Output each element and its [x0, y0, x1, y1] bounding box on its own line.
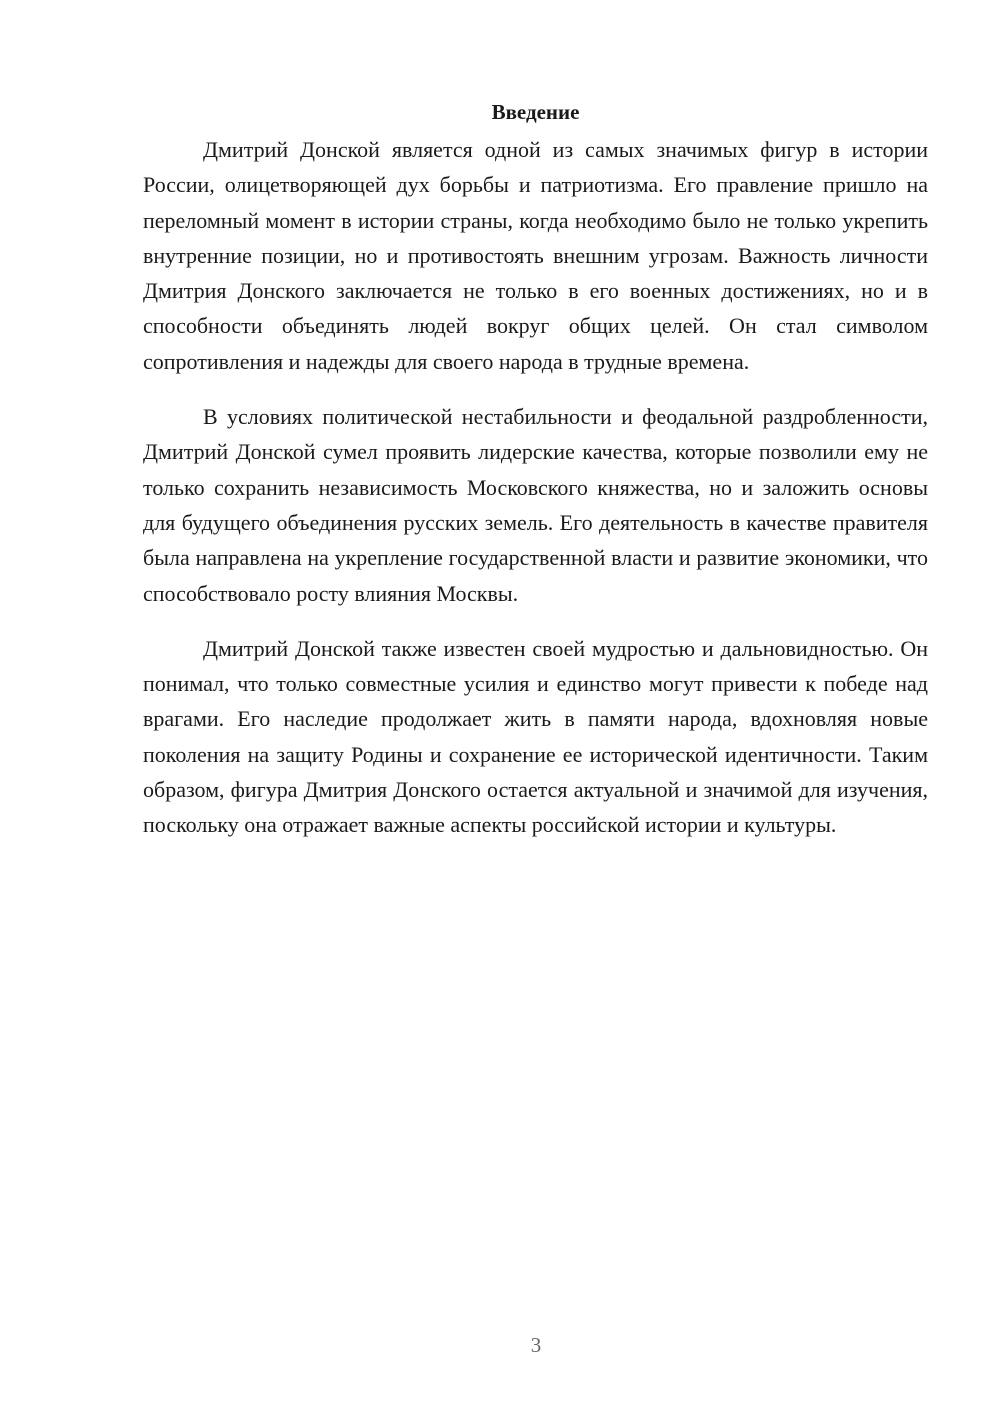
- page-number: 3: [530, 1333, 542, 1357]
- section-title: Введение: [491, 100, 580, 124]
- paragraph-3: Дмитрий Донской также известен своей мудростью и дальновидностью. Он понимал, что только совместные усилия и единство могут привести к победе над врагами. Его наследие продолжает жить в памяти народа, вдохновляя новые поколения на защиту Родины и сохранение ее исторической идентичности. Таким образом, фигура Дмитрия Донского остается актуальной и значимой для изучения, поскольку она отражает важные аспекты российской истории и культуры.: [143, 635, 928, 838]
- paragraph-1: Дмитрий Донской является одной из самых значимых фигур в истории России, олицетворяющей дух борьбы и патриотизма. Его правление пришло на переломный момент в истории страны, когда необходимо было не только укрепить внутренние позиции, но и противостоять внешним угрозам. Важность личности Дмитрия Донского заключается не только в его военных достижениях, но и в способности объединять людей вокруг общих целей. Он стал символом сопротивления и надежды для своего народа в трудные времена.: [143, 137, 928, 374]
- page-content: [143, 98, 928, 863]
- paragraph-2: В условиях политической нестабильности и феодальной раздробленности, Дмитрий Донской сумел проявить лидерские качества, которые позволили ему не только сохранить независимость Московского княжества, но и заложить основы для будущего объединения русских земель. Его деятельность в качестве правителя была направлена на укрепление государственной власти и развитие экономики, что способствовало росту влияния Москвы.: [143, 404, 928, 606]
